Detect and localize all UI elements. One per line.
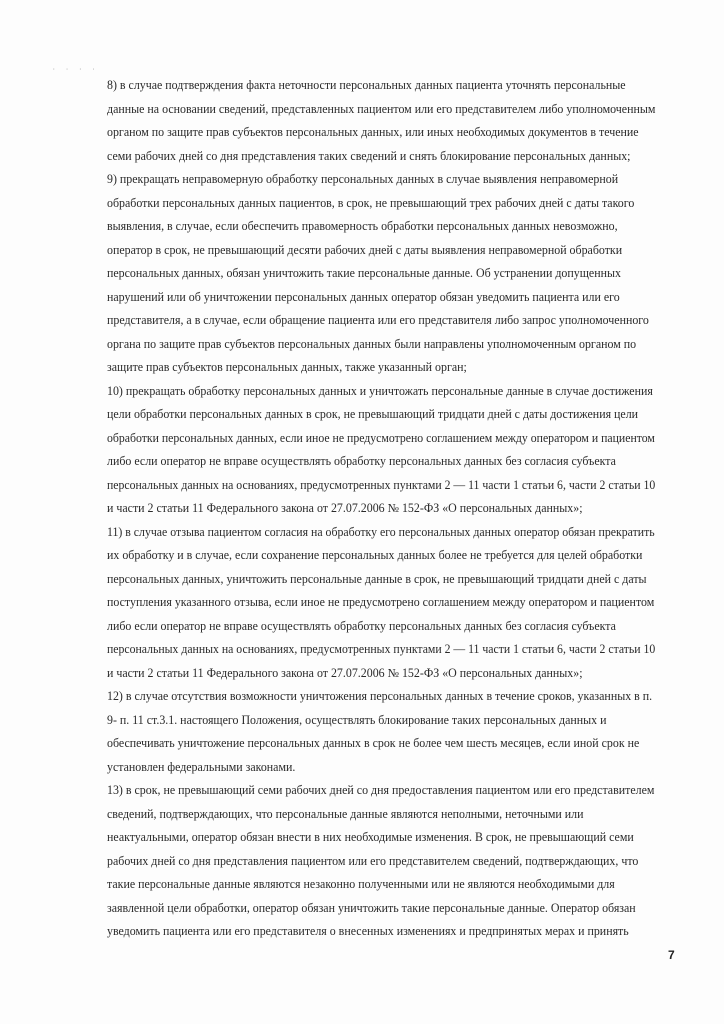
text-line: обработки персональных данных, если иное не предусмотрено соглашением между оператором и пациентом [107, 430, 655, 445]
text-line: выявления, в случае, если обеспечить правомерность обработки персональных данных невозможно, [107, 219, 618, 233]
text-line: 9- п. 11 ст.3.1. настоящего Положения, осуществлять блокирование таких персональных данных и [107, 712, 607, 727]
text-line: органом по защите прав субъектов персональных данных, или иных необходимых документов в течение [107, 125, 639, 139]
text-line: оператор в срок, не превышающий десяти рабочих дней с даты выявления неправомерной обработки [107, 242, 623, 257]
text-line: такие персональные данные являются незаконно полученными или не являются необходимыми для [107, 877, 615, 891]
page-number: 7 [668, 948, 675, 962]
scan-speck: · · · · [52, 66, 99, 73]
text-line: персональных данных, уничтожить персональные данные в срок, не превышающий тридцати дней с даты [107, 571, 647, 586]
text-line: 12) в случае отсутствия возможности уничтожения персональных данных в течение сроков, указанных в п. [107, 689, 653, 703]
text-line: рабочих дней со дня представления пациентом или его представителем сведений, подтверждающих, что [107, 853, 639, 868]
text-line: поступления указанного отзыва, если иное не предусмотрено соглашением между оператором и пациентом [107, 595, 655, 609]
text-line: персональных данных на основаниях, предусмотренных пунктами 2 — 11 части 1 статьи 6, части 2 статьи 10 [107, 642, 656, 656]
text-line: представителя, а в случае, если обращение пациента или его представителя либо запрос уполномоченного [107, 313, 649, 327]
text-line: семи рабочих дней со дня представления таких сведений и снять блокирование персональных данных; [107, 148, 631, 163]
text-line: и части 2 статьи 11 Федерального закона от 27.07.2006 № 152-ФЗ «О персональных данных»; [107, 501, 583, 515]
text-line: их обработку и в случае, если сохранение персональных данных более не требуется для целей обработки [107, 548, 643, 562]
text-line: цели обработки персональных данных в срок, не превышающий тридцати дней с даты достижения цели [107, 407, 639, 421]
text-line: 11) в случае отзыва пациентом согласия на обработку его персональных данных оператор обязан прекратить [107, 524, 655, 539]
document-body [107, 74, 667, 944]
text-line: органа по защите прав субъектов персональных данных были направлены уполномоченным органом по [107, 336, 637, 351]
text-line: обеспечивать уничтожение персональных данных в срок не более чем шесть месяцев, если иной срок не [107, 736, 640, 750]
text-line: 8) в случае подтверждения факта неточности персональных данных пациента уточнять персональные [107, 78, 626, 92]
text-line: нарушений или об уничтожении персональных данных оператор обязан уведомить пациента или его [107, 289, 620, 304]
text-line: и части 2 статьи 11 Федерального закона от 27.07.2006 № 152-ФЗ «О персональных данных»; [107, 665, 583, 680]
text-line: 9) прекращать неправомерную обработку персональных данных в случае выявления неправомерной [107, 172, 619, 186]
text-line: либо если оператор не вправе осуществлять обработку персональных данных без согласия субъекта [107, 454, 616, 468]
text-line: заявленной цели обработки, оператор обязан уничтожить такие персональные данные. Оператор обязан [107, 900, 636, 915]
text-line: уведомить пациента или его представителя о внесенных изменениях и предпринятых мерах и принять [107, 924, 629, 938]
text-line: установлен федеральными законами. [107, 759, 296, 774]
text-line: сведений, подтверждающих, что персональные данные являются неполными, неточными или [107, 806, 584, 821]
text-line: 10) прекращать обработку персональных данных и уничтожать персональные данные в случае достижения [107, 383, 653, 398]
text-line: персональных данных на основаниях, предусмотренных пунктами 2 — 11 части 1 статьи 6, части 2 статьи 10 [107, 477, 656, 492]
text-line: неактуальными, оператор обязан внести в них необходимые изменения. В срок, не превышающий семи [107, 830, 634, 844]
text-line: данные на основании сведений, представленных пациентом или его представителем либо уполномоченным [107, 101, 656, 116]
text-line: персональных данных, обязан уничтожить такие персональные данные. Об устранении допущенных [107, 266, 621, 280]
text-line: обработки персональных данных пациентов, в срок, не превышающий трех рабочих дней с даты такого [107, 195, 635, 210]
text-line: 13) в срок, не превышающий семи рабочих дней со дня предоставления пациентом или его представителем [107, 783, 655, 797]
text-line: защите прав субъектов персональных данных, также указанный орган; [107, 360, 467, 374]
text-line: либо если оператор не вправе осуществлять обработку персональных данных без согласия субъекта [107, 618, 616, 633]
